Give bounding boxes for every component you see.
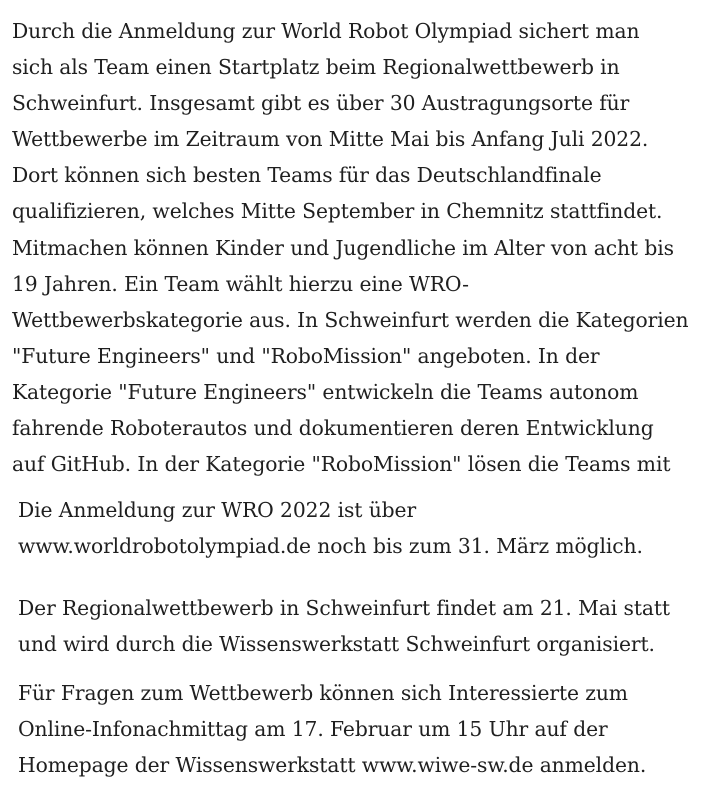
text-line: Die Anmeldung zur WRO 2022 ist über [18, 498, 417, 522]
text-line: Wettbewerbskategorie aus. In Schweinfurt werden die Kategorien [12, 307, 689, 332]
text-line: und wird durch die Wissenswerkstatt Schweinfurt organisiert. [18, 631, 655, 656]
text-line: 19 Jahren. Ein Team wählt hierzu eine WRO- [12, 271, 469, 296]
text-line: Für Fragen zum Wettbewerb können sich Interessierte zum [18, 681, 628, 705]
text-line: fahrende Roboterautos und dokumentieren deren Entwicklung [12, 416, 654, 441]
text-line: Der Regionalwettbewerb in Schweinfurt findet am 21. Mai statt [18, 596, 670, 620]
text-line: Online-Infonachmittag am 17. Februar um 15 Uhr auf der [18, 716, 608, 741]
text-line: Kategorie "Future Engineers" entwickeln die Teams autonom [12, 379, 639, 404]
text-line: auf GitHub. In der Kategorie "RoboMission" lösen die Teams mit [12, 452, 671, 477]
text-line: www.worldrobotolympiad.de noch bis zum 31. März möglich. [18, 533, 643, 558]
paragraph-signup-deadline [18, 493, 643, 564]
text-line: Durch die Anmeldung zur World Robot Olympiad sichert man [12, 19, 640, 43]
paragraph-info-session [18, 676, 646, 783]
paragraph-registration [12, 13, 688, 482]
text-line: Homepage der Wissenswerkstatt www.wiwe-sw.de anmelden. [18, 752, 647, 777]
text-line: Wettbewerbe im Zeitraum von Mitte Mai bis Anfang Juli 2022. [12, 127, 649, 152]
text-line: Schweinfurt. Insgesamt gibt es über 30 Austragungsorte für [12, 91, 630, 116]
text-line: qualifizieren, welches Mitte September in Chemnitz stattfindet. [12, 199, 663, 224]
paragraph-regional-event [18, 591, 670, 662]
text-line: Mitmachen können Kinder und Jugendliche im Alter von acht bis [12, 235, 674, 260]
text-line: sich als Team einen Startplatz beim Regionalwettbewerb in [12, 55, 620, 80]
text-line: "Future Engineers" und "RoboMission" angeboten. In der [12, 343, 600, 368]
text-line: Dort können sich besten Teams für das Deutschlandfinale [12, 163, 602, 188]
